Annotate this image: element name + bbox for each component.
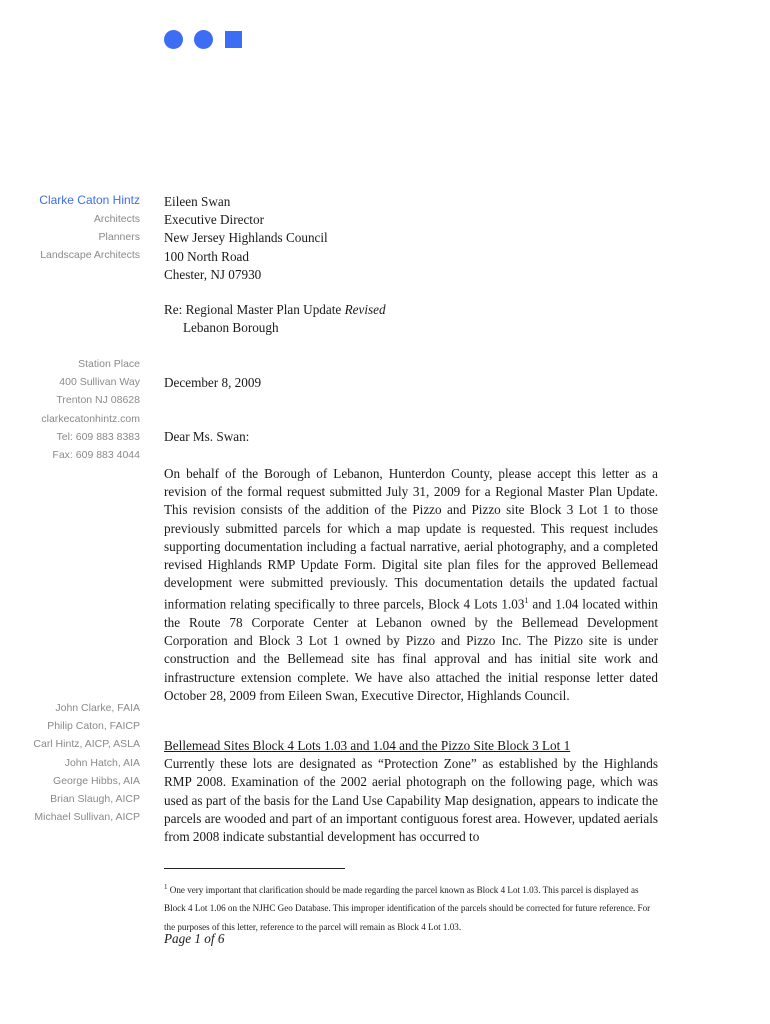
principal: Philip Caton, FAICP [47,720,140,733]
recipient-organization: New Jersey Highlands Council [164,230,328,246]
body-paragraph-2: Currently these lots are designated as “Protection Zone” as established by the Highlands RMP 2008. Examination of the 2002 aerial photograph on the following page, which was used as part of the basis for the Land Use Capability Map designation, appears to indicate the parcels are wooded and part of an important contiguous forest area. However, updated aerials from 2008 indicate substantial development has occurred to [164,756,658,845]
principal: Brian Slaugh, AICP [50,793,140,806]
firm-address-line: 400 Sullivan Way [59,376,140,389]
firm-principals [33,699,140,826]
salutation: Dear Ms. Swan: [164,429,250,444]
letter-date: December 8, 2009 [164,375,262,390]
firm-address-line: Station Place [78,358,140,370]
footnote-text: One very important that clarification should be made regarding the parcel known as Block 4 Lot 1.03. This parcel is displayed as Block 4 Lot 1.06 on the NJHC Geo Database. This improper identification of the parcels should be corrected for future reference. For the purposes of this letter, reference to the parcel will remain as Block 4 Lot 1.03. [164,885,651,932]
subject-line [164,301,658,337]
footnote-reference[interactable]: 1 [524,596,529,606]
firm-contact [41,355,140,464]
subject-prefix: Re: Regional Master Plan Update [164,302,345,317]
firm-disciplines [40,210,140,265]
recipient-street: 100 North Road [164,248,249,264]
firm-website[interactable]: clarkecatonhintz.com [41,412,140,425]
firm-logo [164,30,244,50]
subject-line-2: Lebanon Borough [183,320,279,336]
firm-phone: Tel: 609 883 8383 [56,430,140,443]
recipient-title: Executive Director [164,212,264,228]
principal: John Clarke, FAIA [55,702,140,714]
section-heading: Bellemead Sites Block 4 Lots 1.03 and 1.04 and the Pizzo Site Block 3 Lot 1 [164,738,571,753]
footnote-divider [164,868,345,869]
square-icon [225,31,242,48]
paragraph-text: On behalf of the Borough of Lebanon, Hunterdon County, please accept this letter as a revision of the formal request submitted July 31, 2009 for a Regional Master Plan Update. This revision consists of the addition of the Pizzo and Pizzo site Block 3 Lot 1 to those previously submitted parcels for which a map update is requested. This request includes supporting documentation including a factual narrative, aerial photography, and a completed revised Highlands RMP Update Form. Digital site plan files for the approved Bellemead development were submitted previously. This documentation details the updated factual information relating specifically to three parcels, Block 4 Lots 1.03 [164,466,658,612]
footnote-mark: 1 [164,883,168,891]
recipient-name: Eileen Swan [164,194,231,209]
principal: George Hibbs, AIA [53,774,140,787]
firm-name: Clarke Caton Hintz [39,193,140,207]
footnote [164,878,658,936]
recipient-city: Chester, NJ 07930 [164,266,262,282]
firm-address-line: Trenton NJ 08628 [56,394,140,407]
section [164,737,658,846]
principal: Michael Sullivan, AICP [34,811,140,824]
subject-revised: Revised [344,302,386,317]
body-paragraph-1 [164,465,658,705]
circle-icon [194,30,213,49]
circle-icon [164,30,183,49]
firm-fax: Fax: 609 883 4044 [52,449,140,462]
page-number: Page 1 of 6 [164,931,225,946]
principal: Carl Hintz, AICP, ASLA [33,738,140,751]
discipline: Landscape Architects [40,249,140,262]
discipline: Architects [93,213,140,225]
paragraph-text: and 1.04 located within the Route 78 Corporate Center at Lebanon owned by the Bellemead Development Corporation and Block 3 Lot 1 owned by Pizzo and Pizzo Inc. The Pizzo site is under construction and the Bellemead site has final approval and has initial site work and infrastructure extension complete. We have also attached the initial response letter dated October 28, 2009 from Eileen Swan, Executive Director, Highlands Council. [164,596,658,703]
principal: John Hatch, AIA [64,756,140,769]
discipline: Planners [98,231,140,244]
recipient-address [164,193,658,284]
